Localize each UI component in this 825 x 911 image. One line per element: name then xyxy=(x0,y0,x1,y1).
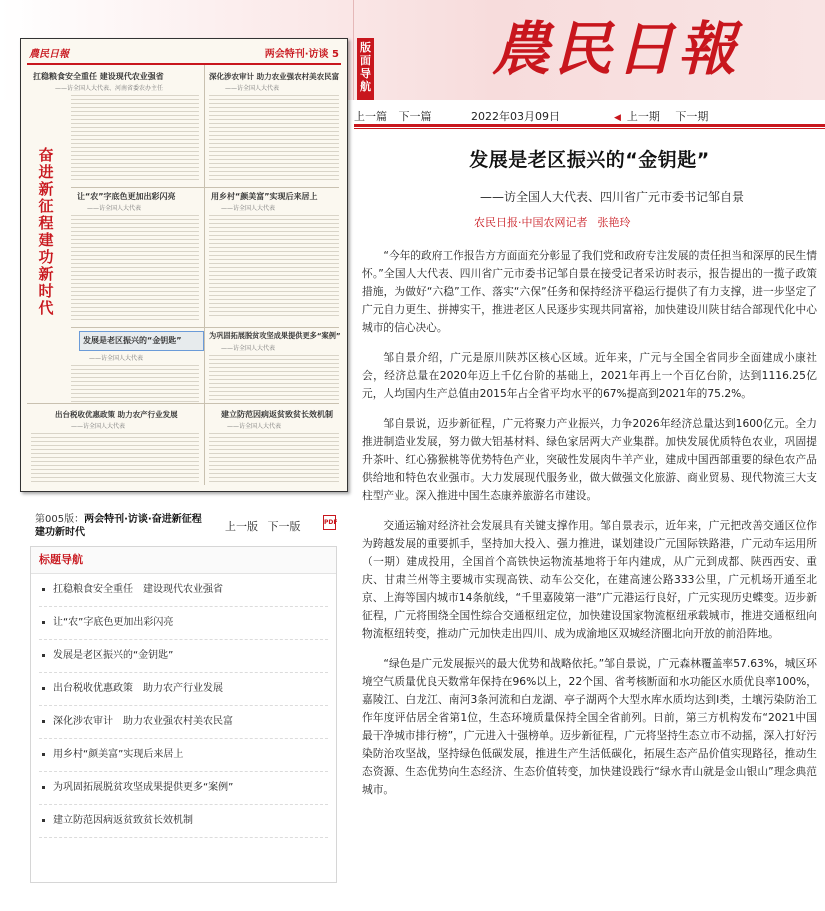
article-paragraph: 交通运输对经济社会发展具有关键支撑作用。邹自景表示，近年来，广元把改善交通区位作为跨越发展的重要抓手，坚持加大投入、强力推进，谋划建设广元国际铁路港，广元动车运用所（一期）建成投用，全国首个高铁快运物流基地将于年内建成，从广元到成都、陕西西安、重庆、甘肃兰州等主要城市实现高铁、动车公交化，在建高速公路333公里，广元机场开通至北京、上海等国内城市14条航线，“千里嘉陵第一港”广元港运行良好，广元实现历史蝶变。迈步新征程，广元将围绕全国性综合交通枢纽定位，加快建设国家物流枢纽承载城市，推进交通枢纽向物流枢纽转变，推动广元加快走出四川、成为成渝地区双城经济圈北向开放的前沿阵地。 xyxy=(362,519,817,640)
thumbnail-subhead: ——访全国人大代表、河南省委农办主任 xyxy=(55,85,164,92)
article-paragraph: “今年的政府工作报告方方面面充分彰显了我们党和政府专注发展的责任担当和深厚的民生情怀。”全国人大代表、四川省广元市委书记邹自景在接受记者采访时表示，报告提出的一揽子政策措施，为做好“六稳”工作、落实“六保”任务和保持经济平稳运行提供了有力支撑，进一步坚定了广元自力更生、拼搏实干，推进老区人民逐步实现共同富裕，加快建设川陕甘结合部现代化中心城市的信心决心。 xyxy=(362,249,817,334)
thumbnail-text xyxy=(209,95,339,183)
thumbnail-text xyxy=(71,365,199,405)
toolbar-rule xyxy=(354,124,825,127)
article-byline xyxy=(474,214,631,230)
next-page-link[interactable]: 下一版 xyxy=(267,520,301,533)
nav-item[interactable]: 用乡村“颜美富”实现后来居上 xyxy=(39,739,328,772)
thumbnail-divider xyxy=(71,187,339,188)
nav-item[interactable]: 深化涉农审计 助力农业强农村美农民富 xyxy=(39,706,328,739)
title-navigation-heading: 标题导航 xyxy=(31,547,336,574)
thumbnail-text xyxy=(209,355,339,405)
article-paragraph: 邹自景说，迈步新征程，广元将聚力产业振兴，力争2026年经济总量达到1600亿元。全力推进制造业发展，努力做大铝基材料、绿色家居两大产业集群。加快发展优质特色农业，巩固提升茶叶、红心猕猴桃等优势特色产业，突破性发展肉牛羊产业，建成中国西部重要的绿色农产品供给地和特色农业强市。大力发展现代服务业，做大做强文化旅游、商业贸易、现代物流三大支柱型产业。深入推进中国生态康养旅游名市建设。 xyxy=(362,417,817,502)
thumbnail-headline[interactable]: 发展是老区振兴的“金钥匙” xyxy=(83,336,182,345)
page-pager xyxy=(225,518,307,534)
page-section-name: 两会特刊·访谈·奋进新征程 建功新时代 xyxy=(35,514,212,538)
layout-nav-tag[interactable]: 版面导航 xyxy=(357,38,374,100)
next-article-link[interactable]: 下一篇 xyxy=(398,110,432,123)
thumbnail-subhead: ——访全国人大代表 xyxy=(87,205,142,212)
page-thumbnail[interactable] xyxy=(20,38,348,492)
nav-item[interactable]: 发展是老区振兴的“金钥匙” xyxy=(39,640,328,673)
thumbnail-section: 两会特刊·访谈 5 xyxy=(264,49,339,60)
article-toolbar xyxy=(354,104,825,124)
thumbnail-headline[interactable]: 建立防范因病返贫致贫长效机制 xyxy=(221,410,333,419)
issue-pager xyxy=(614,108,714,124)
triangle-left-icon: ◀ xyxy=(614,113,621,123)
article-paragraph: 邹自景介绍，广元是原川陕苏区核心区域。近年来，广元与全国全省同步全面建成小康社会，经济总量在2020年迈上千亿台阶的基础上，2021年再上一个百亿台阶，达到1116.25亿元，人均国内生产总值由2015年占全省平均水平的67%提高到2021年的75.2%。 xyxy=(362,351,817,400)
thumbnail-paper-name: 農民日報 xyxy=(29,49,69,60)
thumbnail-subhead: ——访全国人大代表 xyxy=(221,345,276,352)
page-info xyxy=(35,513,215,539)
header-divider xyxy=(353,0,354,100)
nav-item[interactable]: 建立防范因病返贫致贫长效机制 xyxy=(39,805,328,838)
thumbnail-headline[interactable]: 用乡村“颜美富”实现后来居上 xyxy=(211,192,318,201)
thumbnail-headline[interactable]: 让“农”字底色更加出彩闪亮 xyxy=(77,192,176,201)
nav-item[interactable]: 扛稳粮食安全重任 建设现代农业强省 xyxy=(39,574,328,607)
thumbnail-divider xyxy=(27,403,339,404)
nav-item[interactable]: 为巩固拓展脱贫攻坚成果提供更多“案例” xyxy=(39,772,328,805)
thumbnail-slogan: 奋 进 新 征 程 建 功 新 时 代 xyxy=(38,146,54,317)
thumbnail-text xyxy=(71,95,199,183)
issue-date: 2022年03月09日 xyxy=(471,110,560,123)
thumbnail-subhead: ——访全国人大代表 xyxy=(227,423,282,430)
page-number-label: 第005版： xyxy=(35,514,85,525)
thumbnail-divider xyxy=(71,327,339,328)
thumbnail-subhead: ——访全国人大代表 xyxy=(71,423,126,430)
thumbnail-text xyxy=(209,215,339,317)
title-navigation-list xyxy=(31,574,336,838)
thumbnail-text xyxy=(209,433,339,485)
next-issue-link[interactable]: 下一期 xyxy=(675,110,709,123)
thumbnail-subhead: ——访全国人大代表 xyxy=(225,85,280,92)
thumbnail-text xyxy=(31,433,199,485)
article-body xyxy=(362,247,817,811)
pdf-icon[interactable]: PDF xyxy=(323,515,336,530)
thumbnail-topbar xyxy=(27,43,341,65)
article-paragraph: “绿色是广元发展振兴的最大优势和战略依托。”邹自景说，广元森林覆盖率57.63%，城区环境空气质量优良天数常年保持在96%以上，22个国、省考核断面和水功能区水质优良率100%，嘉陵江、白龙江、南河3条河流和白龙湖、亭子湖两个大型水库水质均达到Ⅰ类，土壤污染防治工作年度评估居全省第1位，生态环境质量保持全国全省前列。日前，第三方机构发布“2021中国最干净城市排行榜”，广元进入十强榜单。迈步新征程，广元将坚持生态立市不动摇，深入打好污染防治攻坚战，坚持绿色低碳发展，推进生产生活低碳化，拓展生态产品价值实现路径，推动生态资源、生态优势向生态经济、生态价值转变，加快建设践行“绿水青山就是金山银山”理念典范城市。 xyxy=(362,657,817,796)
article-subtitle: ——访全国人大代表、四川省广元市委书记邹自景 xyxy=(480,190,745,204)
thumbnail-column-divider xyxy=(204,65,205,485)
title-navigation xyxy=(30,546,337,883)
article-source: 农民日报·中国农网记者 xyxy=(474,216,588,229)
toolbar-rule-thin xyxy=(354,128,825,129)
article-author: 张艳玲 xyxy=(597,216,631,229)
prev-page-link[interactable]: 上一版 xyxy=(225,520,258,533)
thumbnail-headline[interactable]: 扛稳粮食安全重任 建设现代农业强省 xyxy=(33,72,164,81)
article-title: 发展是老区振兴的“金钥匙” xyxy=(469,149,710,171)
thumbnail-subhead: ——访全国人大代表 xyxy=(89,355,144,362)
nav-item[interactable]: 让“农”字底色更加出彩闪亮 xyxy=(39,607,328,640)
nav-item[interactable]: 出台税收优惠政策 助力农产行业发展 xyxy=(39,673,328,706)
prev-article-link[interactable]: 上一篇 xyxy=(354,110,387,123)
thumbnail-text xyxy=(71,215,199,323)
prev-issue-link[interactable]: ◀ 上一期 xyxy=(614,110,660,123)
thumbnail-headline[interactable]: 为巩固拓展脱贫攻坚成果提供更多“案例” xyxy=(209,331,341,340)
thumbnail-headline[interactable]: 深化涉农审计 助力农业强农村美农民富 xyxy=(209,72,340,81)
newspaper-masthead: 農民日報 xyxy=(492,15,741,83)
article-pager xyxy=(354,108,440,124)
thumbnail-subhead: ——访全国人大代表 xyxy=(221,205,276,212)
thumbnail-headline[interactable]: 出台税收优惠政策 助力农产行业发展 xyxy=(55,410,178,419)
